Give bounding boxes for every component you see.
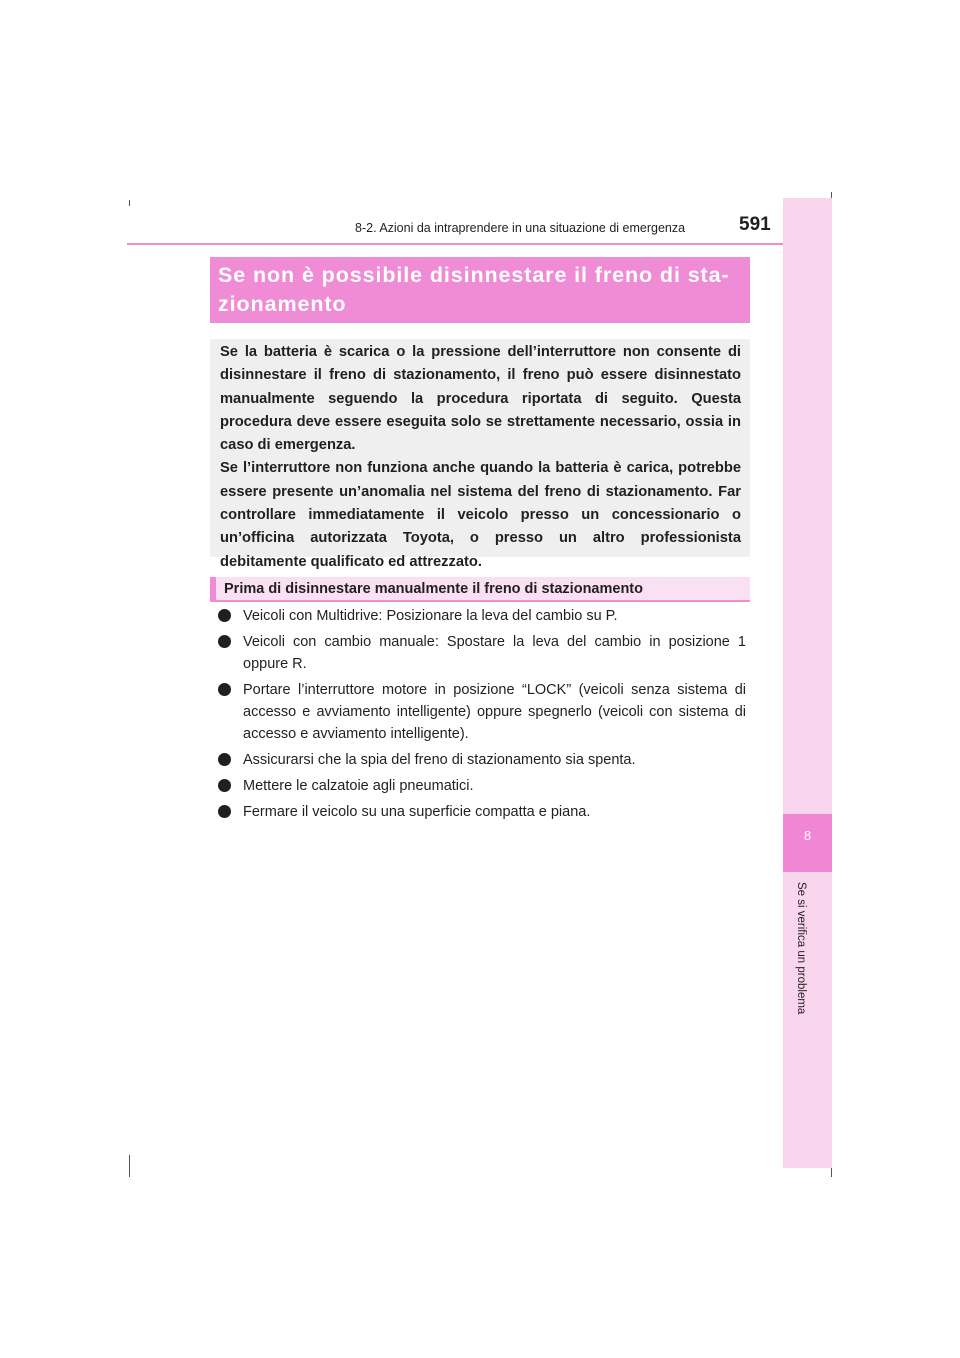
bullet-icon	[218, 805, 231, 818]
crop-mark-bottom-left	[129, 1155, 130, 1177]
page-number: 591	[739, 214, 771, 235]
chapter-side-tab	[783, 198, 832, 1168]
list-item-text: Portare l’interruttore motore in posizione “LOCK” (veicoli senza sistema di accesso e avviamento intelligente) oppure spegnerlo (veicoli con sistema di accesso e avviamento intelligente).	[243, 682, 746, 742]
subheading-accent-bar	[210, 577, 216, 600]
bullet-icon	[218, 609, 231, 622]
list-item-text: Veicoli con cambio manuale: Spostare la leva del cambio in posizione 1 oppure R.	[243, 634, 746, 672]
list-item-text: Fermare il veicolo su una superficie compatta e piana.	[243, 804, 591, 820]
list-item-text: Mettere le calzatoie agli pneumatici.	[243, 778, 474, 794]
chapter-label: Se si verifica un problema	[795, 882, 807, 1015]
bullet-list	[218, 605, 746, 827]
bullet-icon	[218, 753, 231, 766]
list-item	[218, 801, 746, 823]
intro-paragraph-1: Se la batteria è scarica o la pressione dell’interruttore non consente di disinnestare il freno di stazionamento, il freno può essere disinnestato manualmente seguendo la procedura riportata di seguito. Questa procedura deve essere eseguita solo se strettamente necessario, ossia in caso di emergenza.	[220, 344, 741, 454]
intro-paragraph-2: Se l’interruttore non funziona anche quando la batteria è carica, potrebbe essere presente un’anomalia nel sistema del freno di stazionamento. Far controllare immediatamente il veicolo presso un concessionario o un’officina autorizzata Toyota, o presso un altro professionista debitamente qualificato ed attrezzato.	[220, 460, 741, 570]
title-banner	[210, 257, 750, 323]
intro-box	[210, 339, 750, 570]
page-title: Se non è possibile disinnestare il freno di sta-zionamento	[218, 263, 730, 316]
bullet-icon	[218, 779, 231, 792]
chapter-number-tab	[783, 814, 832, 872]
list-item	[218, 775, 746, 797]
subheading-box	[210, 577, 750, 602]
list-item	[218, 679, 746, 745]
list-item	[218, 631, 746, 675]
header-rule	[127, 243, 783, 245]
chapter-number: 8	[803, 828, 812, 843]
list-item-text: Veicoli con Multidrive: Posizionare la leva del cambio su P.	[243, 608, 618, 624]
running-header-section: 8-2. Azioni da intraprendere in una situazione di emergenza	[355, 221, 686, 235]
bullet-icon	[218, 635, 231, 648]
list-item	[218, 605, 746, 627]
list-item-text: Assicurarsi che la spia del freno di stazionamento sia spenta.	[243, 752, 636, 768]
subheading: Prima di disinnestare manualmente il freno di stazionamento	[224, 581, 643, 597]
list-item	[218, 749, 746, 771]
bullet-icon	[218, 683, 231, 696]
crop-mark-top-left	[129, 200, 130, 206]
